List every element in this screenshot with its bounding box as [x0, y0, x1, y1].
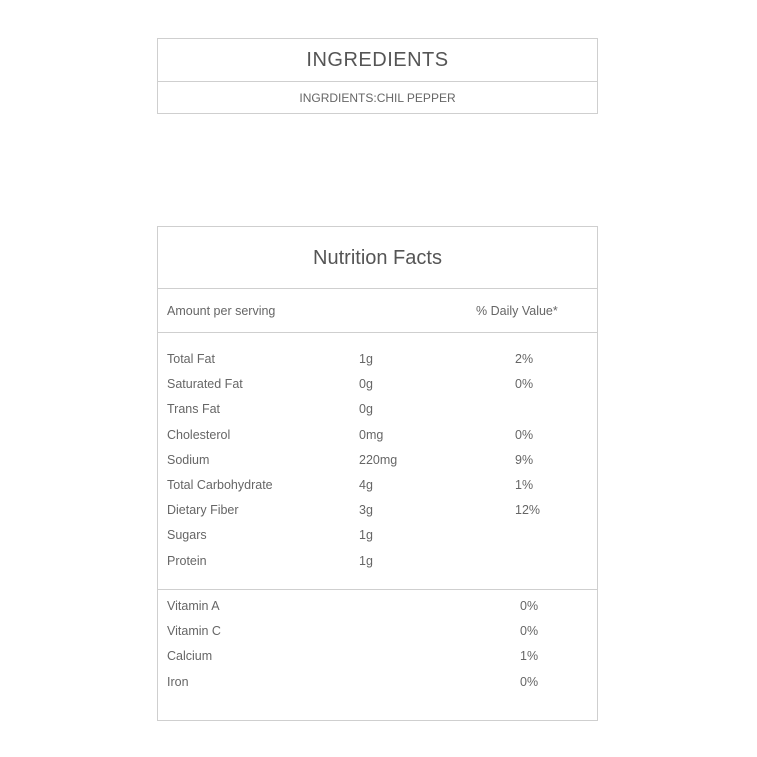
ingredients-title: INGREDIENTS [158, 39, 597, 82]
nutrient-daily-value: 2% [515, 352, 534, 366]
nutrient-row [158, 473, 597, 498]
nutrient-name: Cholesterol [167, 427, 231, 442]
vitamin-daily-value: 1% [520, 649, 539, 664]
nutrient-name: Protein [167, 553, 207, 568]
vitamin-row [158, 619, 597, 644]
nutrient-row [158, 498, 597, 523]
nutrient-name: Trans Fat [167, 402, 221, 417]
nutrient-row [158, 523, 597, 548]
nutrient-amount: 1g [359, 553, 373, 568]
nutrient-amount: 1g [359, 352, 373, 366]
vitamin-daily-value: 0% [520, 624, 539, 639]
nutrition-facts-panel [157, 226, 598, 721]
ingredients-panel [157, 38, 598, 114]
nutrient-row [158, 347, 597, 372]
nutrient-row [158, 397, 597, 422]
nutrient-amount: 0g [359, 402, 373, 417]
nutrient-row [158, 423, 597, 448]
vitamin-name: Iron [167, 674, 189, 689]
vitamin-row [158, 594, 597, 619]
vitamin-name: Vitamin A [167, 599, 220, 613]
nutrient-row [158, 549, 597, 574]
nutrient-amount: 0mg [359, 427, 384, 442]
vitamin-daily-value: 0% [520, 599, 539, 613]
vitamin-name: Vitamin C [167, 624, 221, 639]
nutrient-name: Sodium [167, 452, 210, 467]
vitamin-daily-value: 0% [520, 674, 539, 689]
nutrient-amount: 4g [359, 477, 373, 492]
nutrient-name: Total Carbohydrate [167, 477, 273, 492]
nutrient-amount: 3g [359, 503, 373, 518]
nutrient-daily-value: 0% [515, 377, 534, 392]
nutrient-name: Saturated Fat [167, 377, 243, 392]
ingredients-text: INGRDIENTS:CHIL PEPPER [299, 91, 456, 105]
nutrients-list [158, 333, 597, 590]
vitamin-row [158, 670, 597, 695]
vitamins-list [158, 590, 597, 695]
nutrient-row [158, 372, 597, 397]
nutrient-row [158, 448, 597, 473]
nutrient-daily-value: 12% [515, 503, 541, 518]
nutrition-header-row [158, 289, 597, 333]
nutrient-name: Total Fat [167, 352, 215, 366]
nutrient-name: Dietary Fiber [167, 503, 239, 518]
vitamin-row [158, 644, 597, 669]
nutrition-title: Nutrition Facts [158, 227, 597, 289]
nutrient-daily-value: 9% [515, 452, 534, 467]
nutrient-daily-value: 1% [515, 477, 534, 492]
nutrient-amount: 0g [359, 377, 373, 392]
nutrient-daily-value: 0% [515, 427, 534, 442]
daily-value-label: % Daily Value* [476, 304, 558, 318]
vitamin-name: Calcium [167, 649, 213, 664]
nutrient-amount: 220mg [359, 452, 398, 467]
nutrient-amount: 1g [359, 528, 373, 543]
amount-per-serving-label: Amount per serving [167, 304, 276, 318]
nutrient-name: Sugars [167, 528, 207, 543]
